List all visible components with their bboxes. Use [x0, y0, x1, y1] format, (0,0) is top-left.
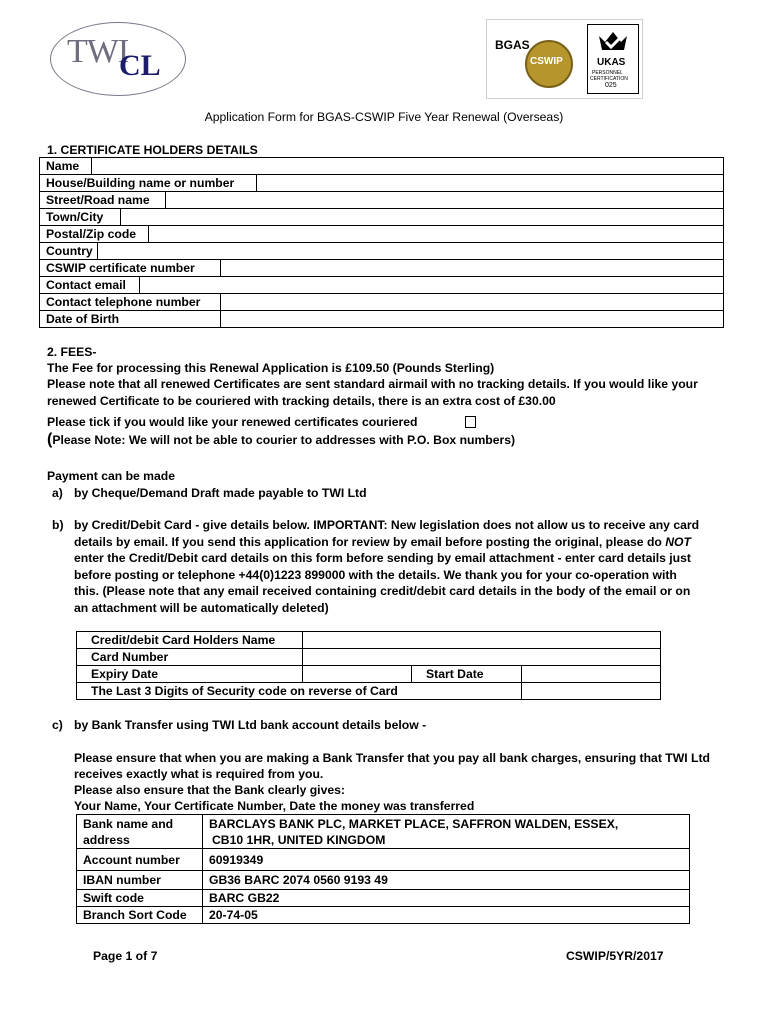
holder-field-input[interactable]: [221, 294, 723, 310]
holder-field-input[interactable]: [221, 260, 723, 276]
ukas-text: UKAS: [597, 57, 626, 68]
crown-tick-icon: [595, 28, 631, 54]
certificate-holder-table: [39, 157, 724, 328]
holder-row-cell: [40, 277, 724, 294]
section2-heading: 2. FEES-: [47, 345, 97, 359]
holder-row-cell: [40, 243, 724, 260]
holder-field-label: House/Building name or number: [40, 175, 257, 191]
form-reference: CSWIP/5YR/2017: [566, 949, 664, 963]
holder-row-cell: [40, 226, 724, 243]
holder-field-label: Town/City: [40, 209, 121, 225]
holder-field-label: Postal/Zip code: [40, 226, 149, 242]
holder-row-cell: [40, 192, 724, 209]
holder-row: [40, 226, 724, 243]
form-title: Application Form for BGAS-CSWIP Five Year Renewal (Overseas): [204, 110, 564, 124]
bank-name-label: [77, 815, 203, 849]
expiry-date-label: Expiry Date: [77, 666, 303, 683]
page-number: Page 1 of 7: [93, 949, 158, 963]
option-b-line-1: by Credit/Debit Card - give details below. IMPORTANT: New legislation does not allow us to receive any card: [74, 518, 700, 532]
bank-name-value-1: BARCLAYS BANK PLC, MARKET PLACE, SAFFRON WALDEN, ESSEX,: [209, 816, 619, 831]
iban-label: IBAN number: [77, 871, 203, 890]
option-a-label: a): [52, 486, 63, 500]
swift-label: Swift code: [77, 890, 203, 907]
security-code-label: The Last 3 Digits of Security code on reverse of Card: [77, 683, 522, 700]
holder-field-input[interactable]: [98, 243, 723, 259]
holder-field-input[interactable]: [140, 277, 723, 293]
courier-checkbox[interactable]: [465, 416, 476, 428]
ukas-number-text: 025: [605, 82, 617, 89]
holder-field-label: Name: [40, 158, 92, 174]
option-b-line-5: this. (Please note that any email received containing credit/debit card details in the body of the email or on: [74, 584, 691, 598]
option-b-line-4: before posting or telephone +44(0)1223 899000 with the details. We thank you for your co-operation with: [74, 567, 677, 582]
airmail-line-2: renewed Certificate to be couriered with tracking details, there is an extra cost of £30.00: [47, 394, 556, 408]
holder-row-cell: [40, 175, 724, 192]
card-holder-label: Credit/debit Card Holders Name: [77, 632, 303, 649]
holder-row-cell: [40, 260, 724, 277]
bank-note-1: Please ensure that when you are making a Bank Transfer that you pay all bank charges, ensuring that TWI Ltd: [74, 751, 710, 765]
holder-field-label: Contact email: [40, 277, 140, 293]
option-b-line-2a: details by email. If you send this application for review by email before posting the original, please do: [74, 534, 666, 549]
twi-logo: [50, 22, 186, 96]
bgas-cswip-ukas-logo: [486, 19, 643, 99]
cswip-seal-text: CSWIP: [530, 56, 563, 67]
start-date-label: Start Date: [412, 666, 522, 683]
holder-field-input[interactable]: [121, 209, 723, 225]
account-number-value: 60919349: [203, 849, 690, 871]
option-b-text: [74, 517, 721, 616]
account-number-label: Account number: [77, 849, 203, 871]
option-b-not: NOT: [665, 534, 691, 549]
holder-row: [40, 277, 724, 294]
option-c-label: c): [52, 718, 63, 732]
ukas-personnel-text: PERSONNEL: [592, 70, 623, 76]
ukas-certification-text: CERTIFICATION: [590, 76, 628, 82]
holder-row: [40, 294, 724, 311]
holder-row: [40, 175, 724, 192]
bank-name-label-2: address: [83, 832, 130, 847]
bank-note-4: Your Name, Your Certificate Number, Date the money was transferred: [74, 799, 475, 813]
security-code-input[interactable]: [522, 683, 661, 700]
holder-field-input[interactable]: [166, 192, 723, 208]
holder-row-cell: [40, 158, 724, 175]
cswip-seal-icon: [525, 40, 573, 88]
sort-code-label: Branch Sort Code: [77, 907, 203, 924]
bgas-text: BGAS: [495, 38, 530, 52]
option-b-label: b): [52, 518, 64, 532]
cl-logo-text: CL: [119, 49, 161, 82]
bank-name-value-2: CB10 1HR, UNITED KINGDOM: [212, 832, 386, 847]
holder-row-cell: [40, 311, 724, 328]
po-note-text: Please Note: We will not be able to courier to addresses with P.O. Box numbers): [52, 433, 516, 447]
bank-name-value: [203, 815, 690, 849]
bank-name-label-1: Bank name and: [83, 816, 174, 831]
holder-row: [40, 192, 724, 209]
airmail-line-1: Please note that all renewed Certificates are sent standard airmail with no tracking details. If you would like your: [47, 377, 698, 391]
iban-value: GB36 BARC 2074 0560 9193 49: [203, 871, 690, 890]
holder-field-label: Contact telephone number: [40, 294, 221, 310]
payment-intro: Payment can be made: [47, 469, 176, 483]
card-holder-input[interactable]: [303, 632, 661, 649]
option-c-text: by Bank Transfer using TWI Ltd bank account details below -: [74, 718, 427, 732]
section1-heading: 1. CERTIFICATE HOLDERS DETAILS: [47, 143, 258, 157]
bank-note-2: receives exactly what is required from you.: [74, 767, 324, 781]
holder-field-input[interactable]: [92, 158, 723, 174]
holder-row: [40, 243, 724, 260]
option-b-line-6: an attachment will be automatically deleted): [74, 600, 329, 615]
po-box-note: [47, 431, 515, 449]
card-number-input[interactable]: [303, 649, 661, 666]
bank-details-table: [76, 814, 690, 924]
option-b-line-3: enter the Credit/Debit card details on this form before sending by email attachment - enter card details just: [74, 551, 691, 565]
ukas-badge: [587, 24, 639, 94]
holder-row: [40, 260, 724, 277]
holder-row: [40, 209, 724, 226]
sort-code-value: 20-74-05: [203, 907, 690, 924]
bank-note-3: Please also ensure that the Bank clearly gives:: [74, 783, 345, 797]
fee-line: The Fee for processing this Renewal Application is £109.50 (Pounds Sterling): [47, 361, 495, 375]
holder-row-cell: [40, 294, 724, 311]
card-number-label: Card Number: [77, 649, 303, 666]
holder-row: [40, 311, 724, 328]
option-a-text: by Cheque/Demand Draft made payable to TWI Ltd: [74, 486, 367, 500]
expiry-date-input[interactable]: [303, 666, 412, 683]
card-details-table: [76, 631, 661, 700]
swift-value: BARC GB22: [203, 890, 690, 907]
holder-field-input[interactable]: [221, 311, 723, 327]
holder-field-label: CSWIP certificate number: [40, 260, 221, 276]
holder-row: [40, 158, 724, 175]
holder-row-cell: [40, 209, 724, 226]
holder-field-label: Country: [40, 243, 98, 259]
twi-logo-text: TWI: [67, 33, 129, 70]
po-note-paren: (: [47, 431, 53, 448]
holder-field-input[interactable]: [257, 175, 723, 191]
holder-field-input[interactable]: [149, 226, 723, 242]
courier-tick-label: Please tick if you would like your renewed certificates couriered: [47, 415, 418, 429]
start-date-input[interactable]: [522, 666, 661, 683]
holder-field-label: Date of Birth: [40, 311, 221, 327]
option-b-line-2: [74, 534, 721, 551]
holder-field-label: Street/Road name: [40, 192, 166, 208]
